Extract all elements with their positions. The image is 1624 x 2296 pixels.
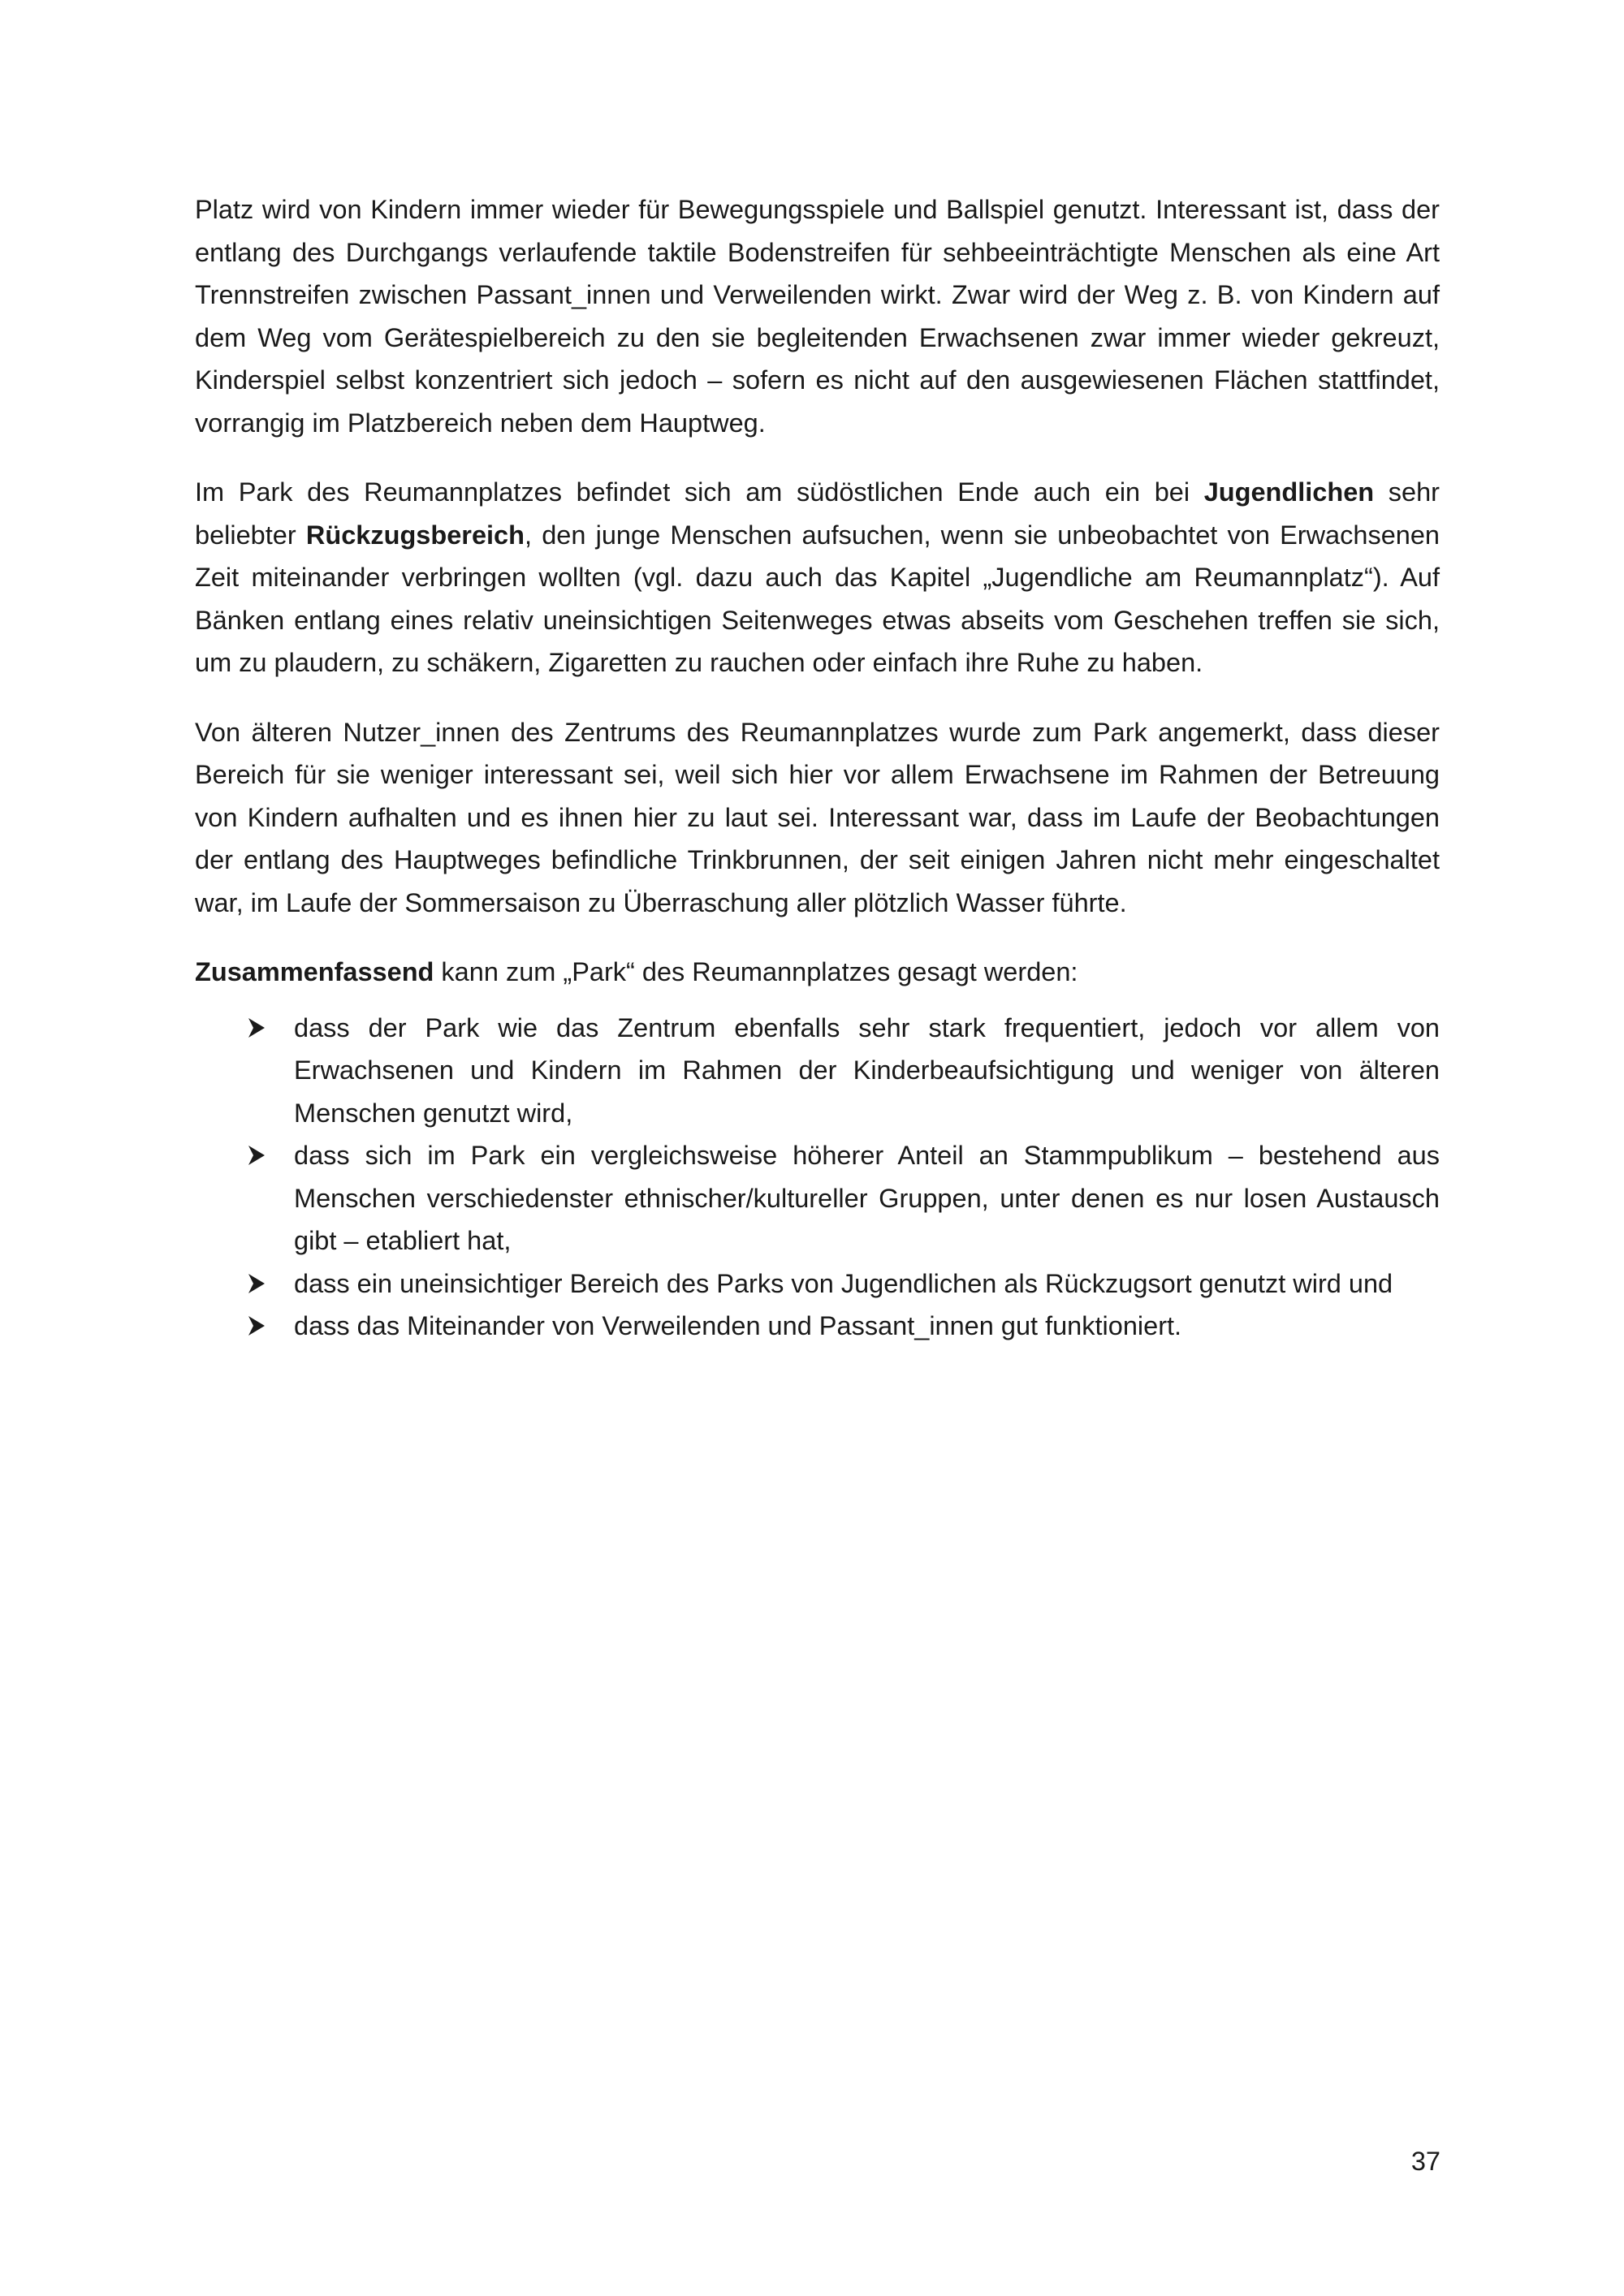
bold-term-jugendlichen: Jugendlichen: [1203, 477, 1375, 507]
paragraph-rueckzugsbereich: [195, 471, 1440, 684]
list-item-text: dass sich im Park ein vergleichsweise höherer Anteil an Stammpublikum – bestehend aus Menschen verschiedenster ethnischer/kultureller Gruppen, unter denen es nur losen Austausch gibt – etabliert hat,: [294, 1141, 1440, 1255]
bold-term-zusammenfassend: Zusammenfassend: [195, 957, 434, 986]
list-item-text: dass ein uneinsichtiger Bereich des Parks von Jugendlichen als Rückzugsort genutzt wird und: [294, 1268, 1393, 1298]
paragraph-aeltere-nutzer: [195, 711, 1440, 925]
arrowhead-bullet-icon: [244, 1262, 269, 1305]
list-item-text: dass der Park wie das Zentrum ebenfalls sehr stark frequentiert, jedoch vor allem von Erwachsenen und Kindern im Rahmen der Kinderbeaufsichtigung und weniger von älteren Menschen genutzt wird,: [294, 1012, 1440, 1128]
list-item: [195, 1305, 1440, 1348]
document-body: [195, 188, 1440, 1348]
paragraph-text: Im Park des Reumannplatzes befindet sich am südöstlichen Ende auch ein bei: [195, 477, 1204, 507]
paragraph-platz-nutzung: [195, 188, 1440, 444]
summary-list: [195, 1007, 1440, 1348]
page-number: 37: [1410, 2147, 1440, 2176]
paragraph-text: , den junge Menschen aufsuchen, wenn sie unbeobachtet von Erwachsenen Zeit miteinander verbringen wollten (vgl. dazu auch das Kapitel „Jugendliche am Reumannplatz“). Auf Bänken entlang eines relativ uneinsichtigen Seitenweges etwas abseits vom Geschehen treffen sie sich, um zu plaudern, zu schäkern, Zigaretten zu rauchen oder einfach ihre Ruhe zu haben.: [195, 520, 1440, 677]
list-item: [195, 1134, 1440, 1262]
bold-term-rueckzugsbereich: Rückzugsbereich: [305, 520, 525, 550]
paragraph-text: kann zum „Park“ des Reumannplatzes gesagt werden:: [434, 957, 1078, 986]
paragraph-text: sehr beliebter: [195, 477, 1440, 550]
arrowhead-bullet-icon: [244, 1007, 269, 1049]
paragraph-zusammenfassend: [195, 951, 1440, 994]
list-item: [195, 1262, 1440, 1306]
list-item-text: dass das Miteinander von Verweilenden und Passant_innen gut funktioniert.: [294, 1311, 1182, 1340]
list-item: [195, 1007, 1440, 1135]
paragraph-text: Platz wird von Kindern immer wieder für Bewegungsspiele und Ballspiel genutzt. Interessant ist, dass der entlang des Durchgangs verlaufende taktile Bodenstreifen für sehbeeinträchtigte Menschen als eine Art Trennstreifen zwischen Passant_innen und Verweilenden wirkt. Zwar wird der Weg z. B. von Kindern auf dem Weg vom Gerätespielbereich zu den sie begleitenden Erwachsenen zwar immer wieder gekreuzt, Kinderspiel selbst konzentriert sich jedoch – sofern es nicht auf den ausgewiesenen Flächen stattfindet, vorrangig im Platzbereich neben dem Hauptweg.: [195, 195, 1440, 438]
arrowhead-bullet-icon: [244, 1305, 269, 1347]
paragraph-text: Von älteren Nutzer_innen des Zentrums des Reumannplatzes wurde zum Park angemerkt, dass dieser Bereich für sie weniger interessant sei, weil sich hier vor allem Erwachsene im Rahmen der Betreuung von Kindern aufhalten und es ihnen hier zu laut sei. Interessant war, dass im Laufe der Beobachtungen der entlang des Hauptweges befindliche Trinkbrunnen, der seit einigen Jahren nicht mehr eingeschaltet war, im Laufe der Sommersaison zu Überraschung aller plötzlich Wasser führte.: [195, 717, 1440, 917]
arrowhead-bullet-icon: [244, 1134, 269, 1176]
